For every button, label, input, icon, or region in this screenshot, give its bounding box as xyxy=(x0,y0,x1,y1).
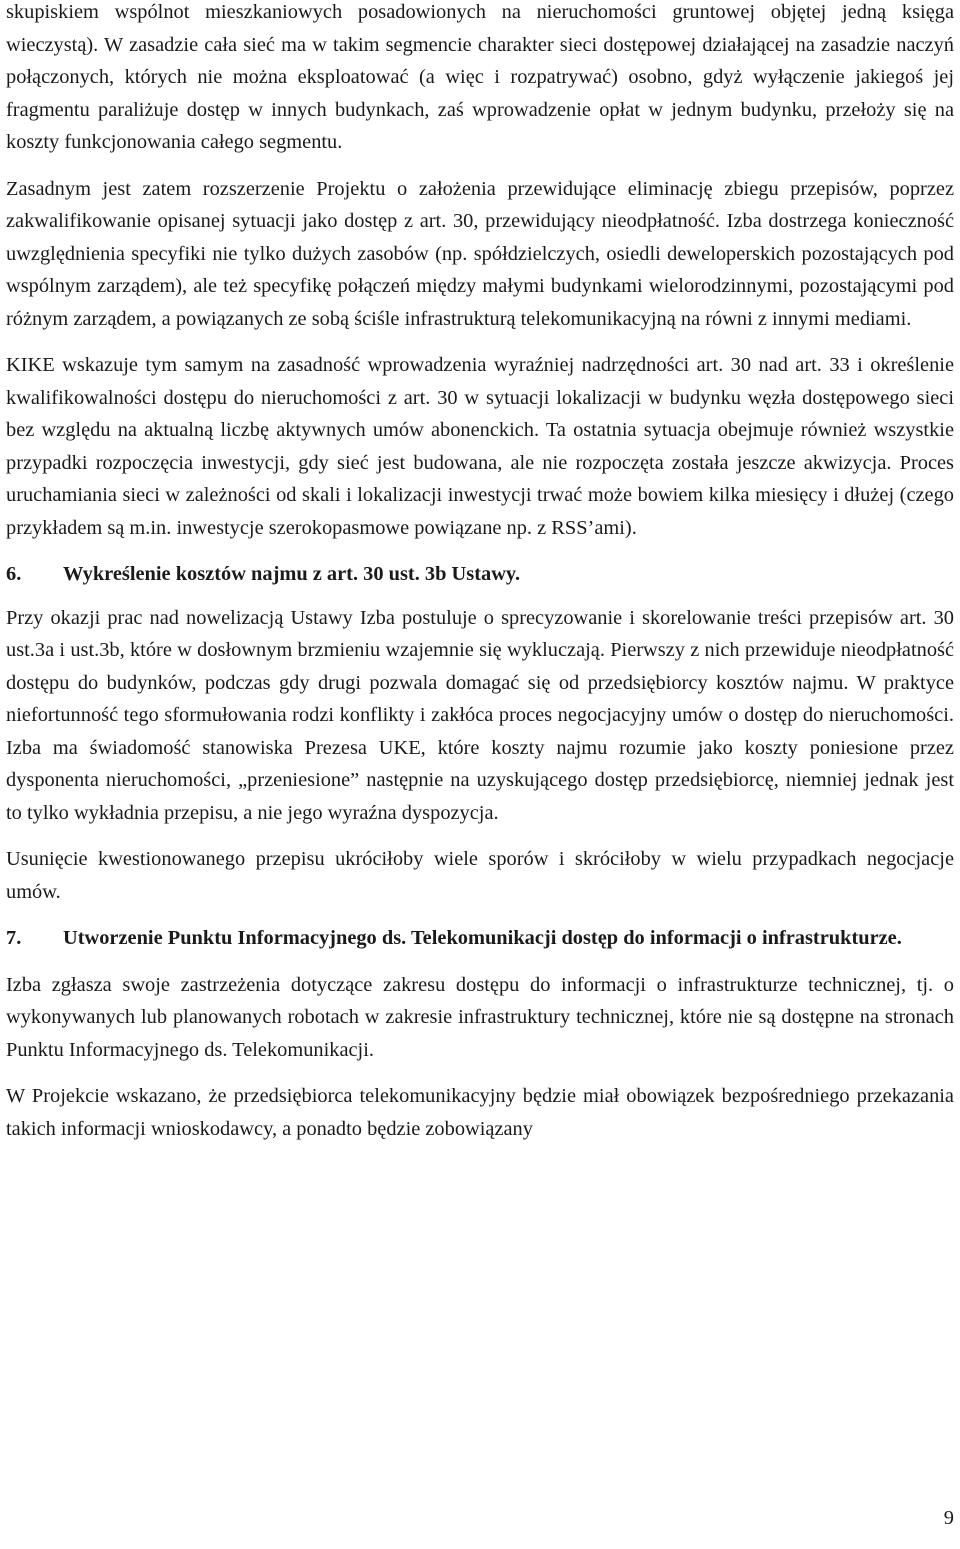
section-heading-6 xyxy=(6,558,954,591)
section-heading-7 xyxy=(6,922,954,955)
section-number: 7. xyxy=(6,927,22,949)
section-number: 6. xyxy=(6,563,22,585)
paragraph-segment-network: skupiskiem wspólnot mieszkaniowych posadowionych na nieruchomości gruntowej objętej jedną księga wieczystą). W zasadzie cała sieć ma w takim segmencie charakter sieci dostępowej działającej na zasadzie naczyń połączonych, których nie można eksploatować (a więc i rozpatrywać) osobno, gdyż wyłączenie jakiegoś jej fragmentu paraliżuje dostęp w innych budynkach, zaś wprowadzenie opłat w jednym budynku, przełoży się na koszty funkcjonowania całego segmentu. xyxy=(6,1,954,153)
paragraph-project-extension: Zasadnym jest zatem rozszerzenie Projektu o założenia przewidujące eliminację zbiegu przepisów, poprzez zakwalifikowanie opisanej sytuacji jako dostęp z art. 30, przewidujący nieodpłatność. Izba dostrzega konieczność uwzględnienia specyfiki nie tylko dużych zasobów (np. spółdzielczych, osiedli deweloperskich pozostających pod wspólnym zarządem), ale też specyfikę połączeń między małymi budynkami wielorodzinnymi, pozostającymi pod różnym zarządem, a powiązanych ze sobą ściśle infrastrukturą telekomunikacyjną na równi z innymi mediami. xyxy=(6,177,954,330)
document-page xyxy=(6,0,954,1145)
paragraph-remove-provision: Usunięcie kwestionowanego przepisu ukróciłoby wiele sporów i skróciłoby w wielu przypadkach negocjacje umów. xyxy=(6,848,954,903)
paragraph-rent-costs: Przy okazji prac nad nowelizacją Ustawy Izba postuluje o sprecyzowanie i skorelowanie treści przepisów art. 30 ust.3a i ust.3b, które w dosłownym brzmieniu wzajemnie się wykluczają. Pierwszy z nich przewiduje nieodpłatność dostępu do budynków, podczas gdy drugi pozwala domagać się od przedsiębiorcy kosztów najmu. W praktyce niefortunność tego sformułowania rodzi konflikty i zakłóca proces negocjacyjny umów o dostęp do nieruchomości. Izba ma świadomość stanowiska Prezesa UKE, które koszty najmu rozumie jako koszty poniesione przez dysponenta nieruchomości, „przeniesione” następnie na uzyskującego dostęp przedsiębiorcę, niemniej jednak jest to tylko wykładnia przepisu, a nie jego wyraźna dyspozycja. xyxy=(6,606,954,824)
paragraph-kike-art-30: KIKE wskazuje tym samym na zasadność wprowadzenia wyraźniej nadrzędności art. 30 nad art. 33 i określenie kwalifikowalności dostępu do nieruchomości z art. 30 w sytuacji lokalizacji w budynku węzła dostępowego sieci bez względu na aktualną liczbę aktywnych umów abonenckich. Ta ostatnia sytuacja obejmuje również wszystkie przypadki rozpoczęcia inwestycji, gdy sieć jest budowana, ale nie rozpoczęta została jeszcze akwizycja. Proces uruchamiania sieci w zależności od skali i lokalizacji inwestycji trwać może bowiem kilka miesięcy i dłużej (czego przykładem są m.in. inwestycje szerokopasmowe powiązane np. z RSS’ami). xyxy=(6,354,954,539)
page-number: 9 xyxy=(943,1507,954,1529)
section-title: Utworzenie Punktu Informacyjnego ds. Telekomunikacji dostęp do informacji o infrastrukturze. xyxy=(63,927,902,949)
paragraph-infrastructure-info: Izba zgłasza swoje zastrzeżenia dotyczące zakresu dostępu do informacji o infrastrukturze technicznej, tj. o wykonywanych lub planowanych robotach w zakresie infrastruktury technicznej, które nie są dostępne na stronach Punktu Informacyjnego ds. Telekomunikacji. xyxy=(6,973,954,1061)
section-title: Wykreślenie kosztów najmu z art. 30 ust. 3b Ustawy. xyxy=(63,563,521,585)
paragraph-project-obligation: W Projekcie wskazano, że przedsiębiorca telekomunikacyjny będzie miał obowiązek bezpośredniego przekazania takich informacji wnioskodawcy, a ponadto będzie zobowiązany xyxy=(6,1085,954,1140)
